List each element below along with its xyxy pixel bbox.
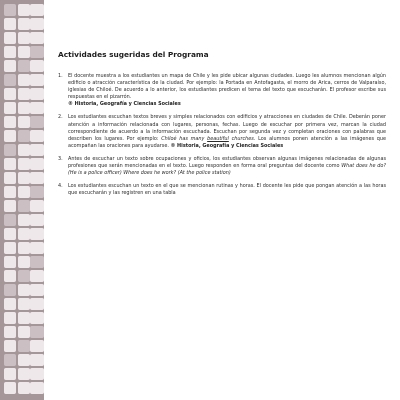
decorative-square — [4, 382, 16, 394]
decorative-square — [4, 102, 16, 114]
decorative-square — [4, 354, 16, 366]
item-text: Los estudiantes escuchan un texto en el que se mencionan rutinas y horas. El docente les pide que pongan atención a las horas que escucharán y las registren en una tabla — [68, 183, 386, 197]
list-item — [58, 183, 386, 197]
decorative-square — [30, 46, 44, 58]
decorative-square — [4, 214, 16, 226]
decorative-square — [4, 32, 16, 44]
decorative-square — [18, 270, 30, 282]
decorative-square — [18, 46, 30, 58]
page-title: Actividades sugeridas del Programa — [58, 50, 209, 59]
tag-label: Historia, Geografía y Ciencias Sociales — [74, 101, 181, 108]
decorative-square — [4, 270, 16, 282]
decorative-square — [30, 354, 44, 366]
item-number: 4. — [58, 183, 63, 190]
decorative-square — [30, 284, 44, 296]
decorative-square — [30, 200, 44, 212]
decorative-square — [18, 172, 30, 184]
item-number: 1. — [58, 73, 63, 79]
item-text: Antes de escuchar un texto sobre ocupaciones y oficios, los estudiantes observan algunas imágenes relacionadas de algunas profesiones que serán mencionadas en el texto. Luego responden en forma oral preguntas del docente como — [68, 155, 386, 170]
decorative-square — [18, 88, 30, 100]
decorative-square — [18, 284, 30, 296]
list-item — [58, 114, 386, 149]
decorative-square — [18, 298, 30, 310]
decorative-square — [30, 256, 44, 268]
decorative-square — [30, 186, 44, 198]
decorative-square — [30, 340, 44, 352]
subject-tag — [170, 143, 283, 149]
decorative-square — [4, 130, 16, 142]
decorative-square — [30, 298, 44, 310]
item-number: 2. — [58, 114, 63, 121]
item-text: El docente muestra a los estudiantes un mapa de Chile y les pide ubicar algunas ciudades. Luego les alumnos mencionan algún edificio o atracción característica de la ciudad. Por ejemplo: la Portada en Antofagasta, el morro de Arica, cerros de Valparaíso, iglesias de Chiloé. De acuerdo a lo anterior, los estudiantes predicen el tema del texto que escucharán. El profesor escribe sus respuestas en el pizarrón. — [68, 73, 386, 101]
decorative-square — [30, 4, 44, 16]
item-body — [68, 156, 386, 177]
decorative-square — [18, 382, 30, 394]
decorative-square — [4, 312, 16, 324]
decorative-square — [18, 312, 30, 324]
tag-label: Historia, Geografía y Ciencias Sociales — [177, 142, 284, 149]
decorative-square — [30, 368, 44, 380]
decorative-square — [18, 214, 30, 226]
decorative-square — [4, 116, 16, 128]
decorative-square — [18, 200, 30, 212]
decorative-square — [4, 186, 16, 198]
decorative-square — [30, 60, 44, 72]
decorative-square — [30, 270, 44, 282]
decorative-square — [4, 298, 16, 310]
decorative-square — [18, 228, 30, 240]
decorative-square — [18, 116, 30, 128]
decorative-square — [18, 354, 30, 366]
decorative-square — [30, 228, 44, 240]
decorative-square — [18, 256, 30, 268]
decorative-square — [4, 88, 16, 100]
underlined-word: beautiful — [207, 135, 229, 142]
item-number: 3. — [58, 155, 63, 162]
decorative-square — [4, 340, 16, 352]
decorative-square — [4, 18, 16, 30]
decorative-square — [18, 158, 30, 170]
decorative-square — [4, 256, 16, 268]
decorative-square — [4, 172, 16, 184]
item-text: Los estudiantes escuchan textos breves y simples relacionados con edificios y atracciones en ciudades de Chile. Deberán poner atención a información relacionada con lugares, personas, fechas. Luego de escuchar por primera vez, marcan la ciudad correspondiente de acuerdo a la información escuchada. Escuchan por segunda vez y completan oraciones con palabras que describen los lugares. Por ejemplo: — [68, 114, 386, 142]
decorative-square — [30, 116, 44, 128]
decorative-square — [30, 312, 44, 324]
decorative-square — [18, 32, 30, 44]
decorative-square — [30, 214, 44, 226]
check-circle-icon: ® — [68, 101, 73, 108]
decorative-square — [18, 18, 30, 30]
example-question: What does he do? (He is a police officer) Where does he work? (At the police station) — [68, 163, 386, 177]
decorative-square — [30, 74, 44, 86]
decorative-square — [4, 284, 16, 296]
item-body — [68, 114, 386, 149]
decorative-square — [30, 130, 44, 142]
decorative-square — [4, 228, 16, 240]
item-body — [68, 183, 386, 197]
decorative-square — [30, 382, 44, 394]
decorative-square — [18, 74, 30, 86]
decorative-square — [18, 102, 30, 114]
item-body — [68, 73, 386, 108]
list-item — [58, 156, 386, 177]
decorative-square — [30, 144, 44, 156]
decorative-square — [4, 158, 16, 170]
decorative-square — [4, 326, 16, 338]
decorative-square — [4, 74, 16, 86]
activity-list — [58, 73, 386, 197]
check-circle-icon: ® — [170, 142, 176, 149]
decorative-square — [30, 88, 44, 100]
decorative-square — [4, 60, 16, 72]
decorative-square — [4, 200, 16, 212]
decorative-square — [18, 326, 30, 338]
decorative-square — [30, 18, 44, 30]
decorative-square — [18, 130, 30, 142]
decorative-square — [18, 242, 30, 254]
decorative-sidebar — [0, 0, 44, 400]
item-text-continued: Los alumnos ponen atención a las imágenes que acompañan las oraciones para ayudarse. — [68, 135, 386, 149]
decorative-square — [4, 368, 16, 380]
list-item — [58, 73, 386, 108]
decorative-square — [18, 4, 30, 16]
decorative-square — [30, 102, 44, 114]
subject-tag — [68, 101, 386, 108]
decorative-square — [18, 186, 30, 198]
decorative-square — [30, 158, 44, 170]
decorative-square — [18, 368, 30, 380]
example-sentence: Chiloé has many beautiful churches. — [161, 135, 256, 142]
decorative-square — [4, 4, 16, 16]
decorative-square — [30, 242, 44, 254]
decorative-square — [30, 32, 44, 44]
decorative-square — [30, 172, 44, 184]
document-content — [58, 50, 386, 380]
decorative-square — [18, 144, 30, 156]
decorative-square — [30, 326, 44, 338]
decorative-square — [4, 144, 16, 156]
decorative-square — [4, 242, 16, 254]
decorative-square — [18, 60, 30, 72]
decorative-square — [4, 46, 16, 58]
decorative-square — [18, 340, 30, 352]
